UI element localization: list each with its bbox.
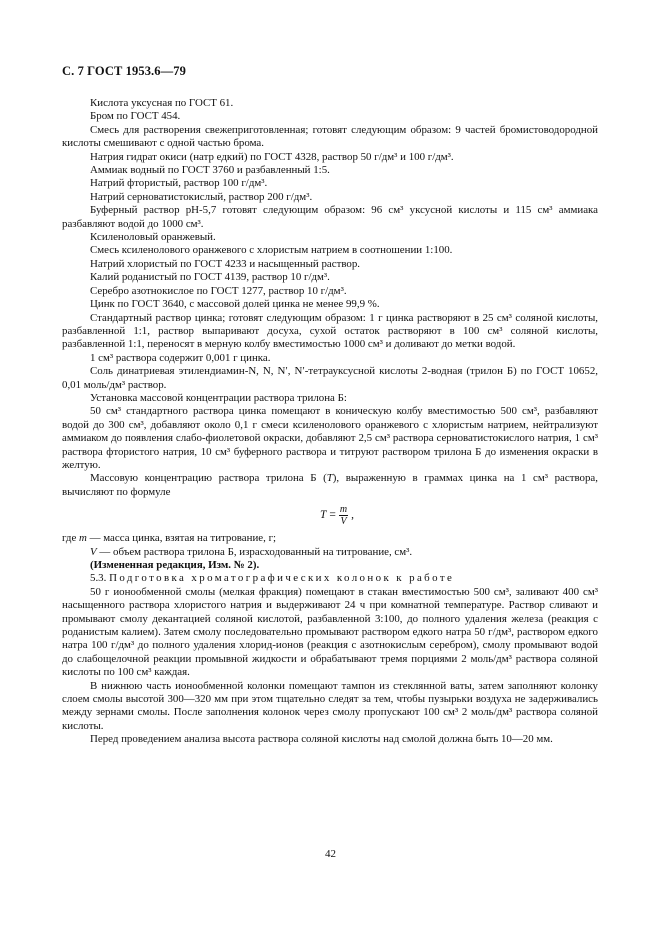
paragraph: Кислота уксусная по ГОСТ 61.: [90, 97, 234, 109]
paragraph: 1 см³ раствора содержит 0,001 г цинка.: [90, 351, 271, 364]
paragraph: В нижнюю часть ионообменной колонки помещают тампон из стеклянной ваты, затем заполняют колонку слоем смолы высотой 300—320 мм при этом тщательно следят за тем, чтобы пузырьки воздуха не задерживались между зернами смолы. После заполнения колонок через смолу пропускают 100 см³ 2 моль/дм³ раствора соляной кислоты.: [62, 679, 598, 732]
amendment-note: (Измененная редакция, Изм. № 2).: [90, 559, 260, 571]
variable-m: m: [79, 532, 87, 545]
formula-fraction: [339, 504, 348, 527]
paragraph: Натрия гидрат окиси (натр едкий) по ГОСТ 4328, раствор 50 г/дм³ и 100 г/дм³.: [90, 150, 454, 163]
text-run: Массовую концентрацию раствора трилона Б (: [90, 472, 327, 485]
paragraph: [62, 472, 598, 499]
formula-denominator: V: [340, 516, 347, 528]
text-run: ), выраженную в граммах цинка на 1 см³ раствора, вычисляют по формуле: [62, 472, 598, 498]
formula-expression: [320, 504, 354, 527]
variable-t: T: [326, 472, 333, 485]
paragraph: Калий роданистый по ГОСТ 4139, раствор 10 г/дм³.: [90, 271, 330, 284]
section-number: 5.3.: [90, 572, 110, 585]
paragraph: Соль динатриевая этилендиамин-N, N, N′, N′-тетрауксусной кислоты 2-водная (трилон Б) по ГОСТ 10652, 0,01 моль/дм³ раствор.: [62, 365, 598, 391]
page-number: 42: [325, 848, 336, 860]
paragraph: Серебро азотнокислое по ГОСТ 1277, раствор 10 г/дм³.: [90, 284, 347, 297]
section-heading: [62, 572, 598, 585]
paragraph: 50 см³ стандартного раствора цинка помещают в коническую колбу вместимостью 500 см³, разбавляют водой до 300 см³, добавляют около 0,1 г смеси ксиленолового оранжевого с хлористым натрием, нейтрализуют аммиаком до появления слабо-фиолетовой окраски, добавляют 2,5 см³ раствора серноватистокислого натрия, 1 см³ раствора фтористого натрия, 10 см³ буферного раствора и титруют раствором трилона Б до изменения окраски в желтую.: [62, 405, 598, 471]
paragraph: Бром по ГОСТ 454.: [90, 110, 181, 123]
paragraph: Цинк по ГОСТ 3640, с массовой долей цинка не менее 99,9 %.: [90, 298, 380, 311]
text-run: где: [62, 532, 80, 545]
text-run: — масса цинка, взятая на титрование, г;: [86, 532, 277, 545]
paragraph: 50 г ионообменной смолы (мелкая фракция) помещают в стакан вместимостью 500 см³, заливают 400 см³ насыщенного раствора хлористого натрия и выдерживают 24 ч при комнатной температуре. Раствор сливают и промывают смолу декантацией соляной кислотой, разбавленной 3:100, до полного удаления железа (реакция с роданистым калием). Затем смолу последовательно промывают раствором едкого натра 50 г/дм³, раствором едкого натра 100 г/дм³ до полного удаления хлорид-ионов (реакция с азотнокислым серебром), смолу промывают водой до слабощелочной реакции промывной жидкости и обрабатывают тремя порциями 2 моль/дм³ раствора соляной кислоты по 100 см³ каждая.: [62, 585, 598, 679]
formula-lhs: T: [320, 508, 327, 521]
paragraph: Натрий серноватистокислый, раствор 200 г/дм³.: [90, 190, 313, 203]
paragraph: Аммиак водный по ГОСТ 3760 и разбавленный 1:5.: [90, 164, 330, 177]
paragraph: Натрий фтористый, раствор 100 г/дм³.: [90, 177, 268, 190]
text-run: — объем раствора трилона Б, израсходованный на титрование, см³.: [96, 545, 413, 558]
paragraph: Перед проведением анализа высота раствора соляной кислоты над смолой должна быть 10—20 мм.: [90, 733, 553, 746]
paragraph: [62, 546, 598, 559]
paragraph: Буферный раствор рН-5,7 готовят следующим образом: 96 см³ уксусной кислоты и 115 см³ аммиака разбавляют водой до 1000 см³.: [62, 204, 598, 230]
variable-v: V: [90, 545, 97, 558]
document-body: [62, 97, 598, 747]
paragraph: Смесь для растворения свежеприготовленная; готовят следующим образом: 9 частей бромистоводородной кислоты смешивают с одной частью брома.: [62, 123, 598, 150]
paragraph: Ксиленоловый оранжевый.: [90, 231, 216, 244]
formula-numerator: m: [339, 504, 348, 516]
formula: [62, 501, 598, 531]
paragraph: Стандартный раствор цинка; готовят следующим образом: 1 г цинка растворяют в 25 см³ соляной кислоты, разбавленной 1:1, раствор выпаривают досуха, сухой остаток растворяют в 100 см³ соляной кислоты, разбавленной 1:1, переносят в мерную колбу вместимостью 1000 см³ и доливают до метки водой.: [62, 311, 598, 351]
paragraph: Натрий хлористый по ГОСТ 4233 и насыщенный раствор.: [90, 257, 361, 270]
paragraph: Смесь ксиленолового оранжевого с хлористым натрием в соотношении 1:100.: [90, 244, 453, 257]
page-header: С. 7 ГОСТ 1953.6—79: [62, 64, 186, 78]
formula-equals: =: [329, 508, 336, 521]
paragraph: [62, 532, 598, 545]
paragraph: Установка массовой концентрации раствора трилона Б:: [90, 391, 347, 404]
section-title: Подготовка хроматографических колонок к работе: [109, 572, 455, 585]
formula-comma: ,: [351, 508, 355, 521]
